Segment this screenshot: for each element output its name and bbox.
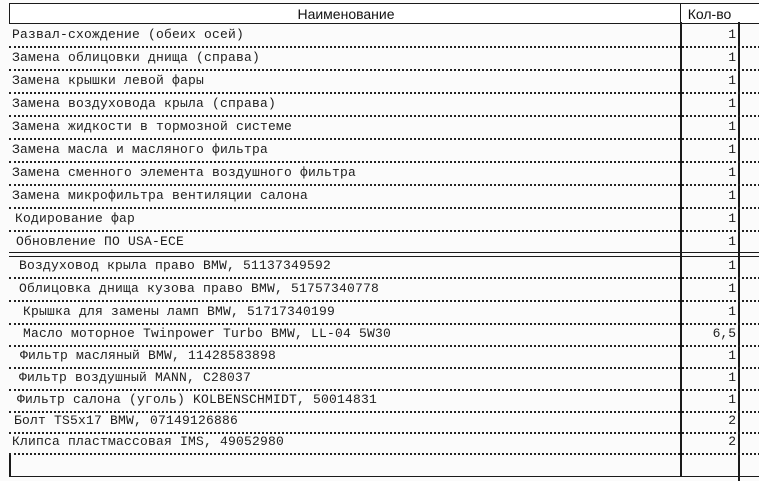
table-row-part bbox=[9, 279, 759, 302]
table-row-service bbox=[9, 209, 759, 232]
table-row-part bbox=[9, 432, 759, 455]
row-qty: 1 bbox=[728, 370, 736, 385]
row-qty: 1 bbox=[728, 96, 736, 111]
row-name: Болт TS5x17 BMW, 07149126886 bbox=[14, 413, 239, 428]
row-name: Развал-схождение (обеих осей) bbox=[12, 27, 245, 42]
row-name: Фильтр салона (уголь) KOLBENSCHMIDT, 50014831 bbox=[17, 392, 378, 407]
row-qty: 2 bbox=[728, 434, 736, 449]
column-header-name-label: Наименование bbox=[297, 5, 395, 22]
row-name: Замена крышки левой фары bbox=[12, 73, 205, 88]
table-row-service bbox=[9, 186, 759, 209]
column-header-name bbox=[9, 3, 682, 24]
row-name: Замена микрофильтра вентиляции салона bbox=[12, 188, 309, 203]
table-row-service bbox=[9, 71, 759, 94]
table-row-part bbox=[9, 256, 759, 279]
row-name: Кодирование фар bbox=[15, 211, 136, 226]
table-row-part bbox=[9, 302, 759, 325]
row-qty: 1 bbox=[728, 50, 736, 65]
table-row-service bbox=[9, 94, 759, 117]
row-qty: 1 bbox=[728, 304, 736, 319]
row-name: Крышка для замены ламп BMW, 51717340199 bbox=[23, 304, 336, 319]
row-qty: 1 bbox=[728, 348, 736, 363]
row-qty: 6,5 bbox=[712, 326, 736, 341]
row-qty: 1 bbox=[728, 211, 736, 226]
row-name: Замена воздуховода крыла (справа) bbox=[12, 96, 277, 111]
row-name: Замена сменного элемента воздушного фильтра bbox=[12, 165, 357, 180]
row-name: Замена жидкости в тормозной системе bbox=[12, 119, 293, 134]
table-row-service bbox=[9, 140, 759, 163]
row-qty: 1 bbox=[728, 234, 736, 249]
table-row-service bbox=[9, 163, 759, 186]
row-name: Обновление ПО USA-ECE bbox=[16, 234, 185, 249]
table-row-part bbox=[9, 346, 759, 369]
row-name: Облицовка днища кузова право BMW, 51757340778 bbox=[19, 281, 380, 296]
row-qty: 1 bbox=[728, 392, 736, 407]
column-header-qty-label: Кол-во bbox=[687, 5, 732, 22]
table-row-service bbox=[9, 25, 759, 48]
table-row-part bbox=[9, 390, 759, 413]
row-qty: 1 bbox=[728, 165, 736, 180]
row-qty: 1 bbox=[728, 73, 736, 88]
row-name: Замена масла и масляного фильтра bbox=[12, 142, 269, 157]
row-name: Фильтр масляный BMW, 11428583898 bbox=[20, 348, 277, 363]
row-qty: 2 bbox=[728, 413, 736, 428]
row-name: Фильтр воздушный MANN, C28037 bbox=[19, 370, 252, 385]
row-qty: 1 bbox=[728, 188, 736, 203]
table-row-part bbox=[9, 368, 759, 391]
row-qty: 1 bbox=[728, 281, 736, 296]
table-row-service bbox=[9, 117, 759, 140]
row-name: Клипса пластмассовая IMS, 49052980 bbox=[12, 434, 285, 449]
row-qty: 1 bbox=[728, 142, 736, 157]
table-row-part bbox=[9, 324, 759, 347]
row-qty: 1 bbox=[728, 258, 736, 273]
table-row-service bbox=[9, 48, 759, 71]
row-qty: 1 bbox=[728, 27, 736, 42]
table-row-part bbox=[9, 411, 759, 434]
table-bottom-border bbox=[9, 476, 759, 477]
row-qty: 1 bbox=[728, 119, 736, 134]
table-row-empty bbox=[9, 455, 759, 478]
column-header-qty bbox=[680, 3, 739, 24]
row-name: Замена облицовки днища (справа) bbox=[12, 50, 261, 65]
column-header-extra bbox=[738, 3, 759, 24]
row-name: Масло моторное Twinpower Turbo BMW, LL-04 5W30 bbox=[23, 326, 392, 341]
row-name: Воздуховод крыла право BMW, 51137349592 bbox=[19, 258, 332, 273]
